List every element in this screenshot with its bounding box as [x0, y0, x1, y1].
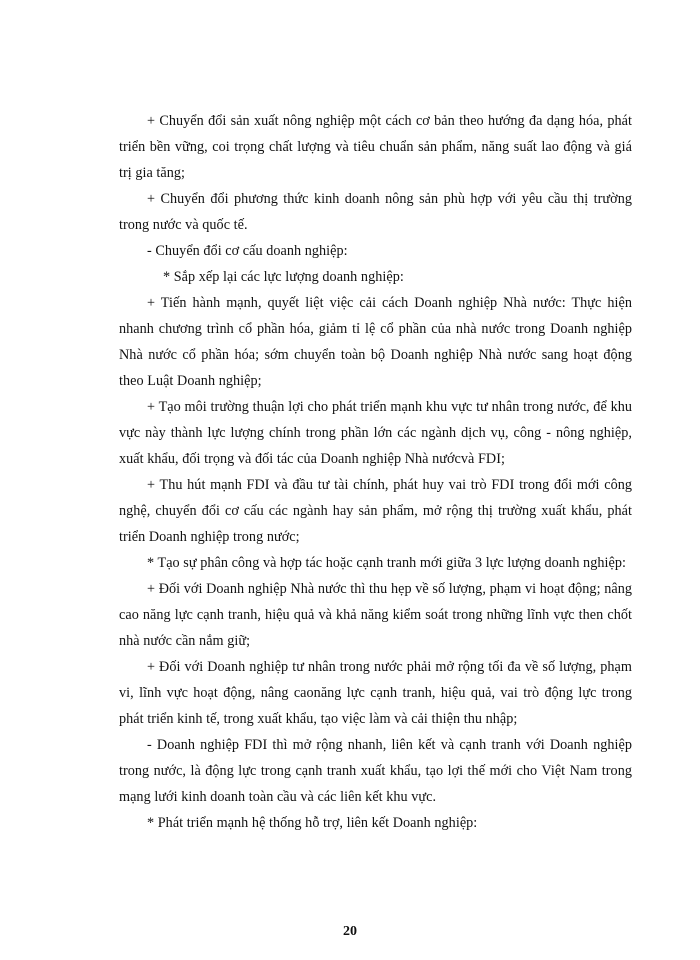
paragraph: * Phát triển mạnh hệ thống hỗ trợ, liên kết Doanh nghiệp:: [147, 815, 478, 831]
paragraph: + Đối với Doanh nghiệp Nhà nước thì thu hẹp về số lượng, phạm vi hoạt động; nâng cao năng lực cạnh tranh, hiệu quả và khả năng kiểm soát trong những lĩnh vực then chốt nhà nước cần nắm giữ;: [119, 581, 632, 649]
paragraph: + Đối với Doanh nghiệp tư nhân trong nước phải mở rộng tối đa về số lượng, phạm vi, lĩnh vực hoạt động, nâng caonăng lực cạnh tranh, hiệu quả, vai trò động lực trong phát triển kinh tế, trong xuất khẩu, tạo việc làm và cải thiện thu nhập;: [119, 659, 632, 727]
paragraph: + Tiến hành mạnh, quyết liệt việc cải cách Doanh nghiệp Nhà nước: Thực hiện nhanh chương trình cổ phần hóa, giảm tỉ lệ cổ phần của nhà nước trong Doanh nghiệp Nhà nước cổ phần hóa; sớm chuyển toàn bộ Doanh nghiệp Nhà nước sang hoạt động theo Luật Doanh nghiệp;: [119, 295, 632, 389]
paragraph: + Tạo môi trường thuận lợi cho phát triển mạnh khu vực tư nhân trong nước, để khu vực này thành lực lượng chính trong phần lớn các ngành dịch vụ, công - nông nghiệp, xuất khẩu, đối trọng và đối tác của Doanh nghiệp Nhà nướcvà FDI;: [119, 399, 632, 467]
page-number: 20: [343, 924, 357, 939]
paragraph: - Doanh nghiệp FDI thì mở rộng nhanh, liên kết và cạnh tranh với Doanh nghiệp trong nước, là động lực trong cạnh tranh xuất khẩu, tạo lợi thế mới cho Việt Nam trong mạng lưới kinh doanh toàn cầu và các liên kết khu vực.: [119, 737, 632, 805]
paragraph: + Chuyển đổi phương thức kinh doanh nông sản phù hợp với yêu cầu thị trường trong nước và quốc tế.: [119, 191, 632, 233]
paragraph: - Chuyển đổi cơ cấu doanh nghiệp:: [147, 243, 348, 259]
paragraph: * Sắp xếp lại các lực lượng doanh nghiệp:: [163, 269, 404, 285]
paragraph: + Chuyển đổi sản xuất nông nghiệp một cách cơ bản theo hướng đa dạng hóa, phát triển bền vững, coi trọng chất lượng và tiêu chuẩn sản phẩm, năng suất lao động và giá trị gia tăng;: [119, 113, 632, 181]
document-body: [119, 108, 632, 836]
paragraph: * Tạo sự phân công và hợp tác hoặc cạnh tranh mới giữa 3 lực lượng doanh nghiệp:: [147, 555, 626, 571]
paragraph: + Thu hút mạnh FDI và đầu tư tài chính, phát huy vai trò FDI trong đổi mới công nghệ, chuyển đổi cơ cấu các ngành hay sản phẩm, mở rộng thị trường xuất khẩu, phát triển Doanh nghiệp trong nước;: [119, 477, 632, 545]
